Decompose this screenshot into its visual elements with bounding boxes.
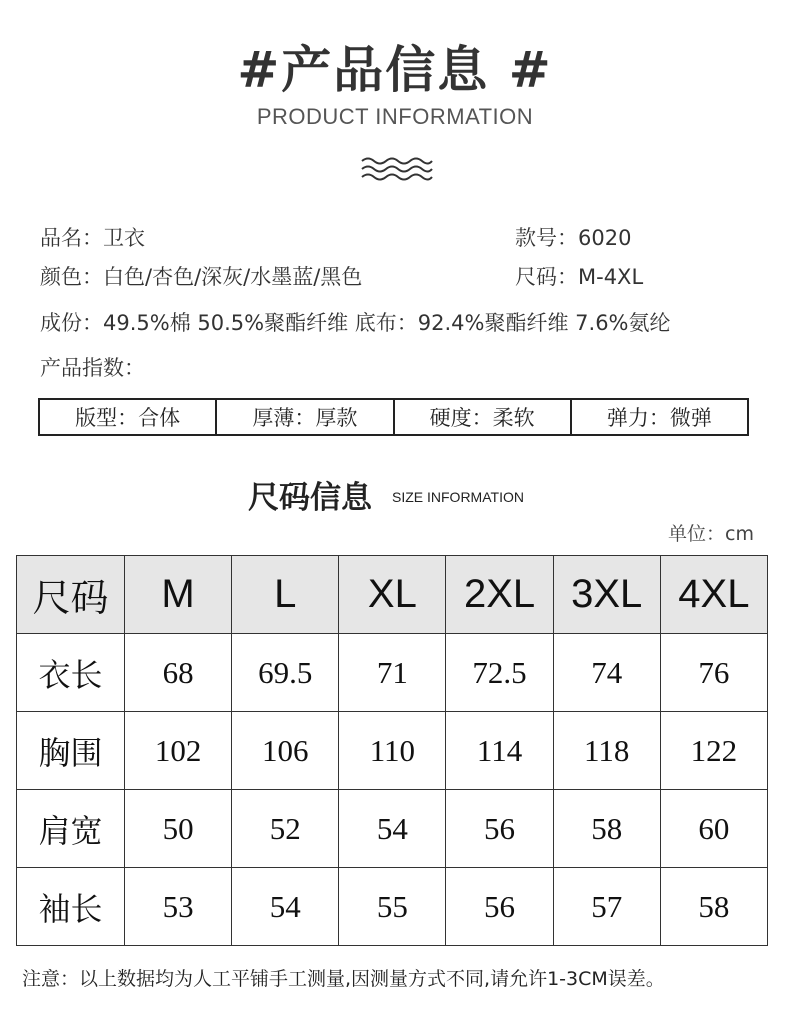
info-style-no-value: 6020 [578, 226, 632, 250]
table-cell: 106 [232, 712, 339, 790]
table-cell: 56 [446, 790, 553, 868]
info-color-value: 白色/杏色/深灰/水墨蓝/黑色 [103, 265, 363, 289]
info-style-no-label: 款号： [515, 226, 578, 250]
table-cell: 110 [339, 712, 446, 790]
attr-thickness: 厚薄：厚款 [217, 400, 394, 434]
table-cell: 50 [125, 790, 232, 868]
size-header-cell: 4XL [660, 556, 767, 634]
table-cell: 58 [660, 868, 767, 946]
table-cell: 52 [232, 790, 339, 868]
info-color [40, 261, 362, 291]
size-header-cell: 2XL [446, 556, 553, 634]
table-cell: 55 [339, 868, 446, 946]
row-label-cell: 胸围 [17, 712, 125, 790]
table-cell: 118 [553, 712, 660, 790]
table-cell: 102 [125, 712, 232, 790]
table-row [17, 712, 768, 790]
row-label-cell: 袖长 [17, 868, 125, 946]
table-cell: 53 [125, 868, 232, 946]
info-size-label: 尺码： [515, 265, 578, 289]
table-row [17, 868, 768, 946]
info-name-label: 品名： [40, 226, 103, 250]
table-cell: 72.5 [446, 634, 553, 712]
table-cell: 122 [660, 712, 767, 790]
table-cell: 69.5 [232, 634, 339, 712]
info-name-value: 卫衣 [103, 226, 145, 250]
table-cell: 68 [125, 634, 232, 712]
wave-divider-icon [360, 156, 434, 182]
attr-elasticity: 弹力：微弹 [606, 406, 712, 430]
info-composition-value: 49.5%棉 50.5%聚酯纤维 底布：92.4%聚酯纤维 7.6%氨纶 [103, 311, 671, 335]
table-row [17, 790, 768, 868]
info-color-label: 颜色： [40, 265, 103, 289]
info-size-value: M-4XL [578, 265, 644, 289]
table-cell: 76 [660, 634, 767, 712]
table-cell: 60 [660, 790, 767, 868]
attr-softness: 硬度：柔软 [395, 400, 572, 434]
table-cell: 57 [553, 868, 660, 946]
info-style-no [515, 222, 631, 252]
page-subtitle: PRODUCT INFORMATION [256, 104, 534, 129]
table-cell: 114 [446, 712, 553, 790]
size-header-cell: L [232, 556, 339, 634]
info-index-label: 产品指数： [40, 356, 145, 380]
size-header-cell: 尺码 [17, 556, 125, 634]
size-header-cell: XL [339, 556, 446, 634]
unit-label: 单位：cm [668, 523, 754, 545]
table-cell: 56 [446, 868, 553, 946]
table-cell: 54 [232, 868, 339, 946]
table-cell: 54 [339, 790, 446, 868]
table-cell: 74 [553, 634, 660, 712]
row-label-cell: 肩宽 [17, 790, 125, 868]
product-index-table [38, 398, 749, 436]
attr-fit: 版型：合体 [40, 400, 217, 434]
size-header-cell: 3XL [553, 556, 660, 634]
table-row [17, 634, 768, 712]
size-section-title: 尺码信息 [248, 480, 372, 516]
measurement-note: 注意：以上数据均为人工平铺手工测量,因测量方式不同,请允许1-3CM误差。 [22, 968, 665, 990]
size-header-cell: M [125, 556, 232, 634]
info-size [515, 261, 643, 291]
info-name [40, 222, 145, 252]
size-section-subtitle: SIZE INFORMATION [392, 489, 524, 505]
size-table [16, 555, 768, 946]
info-composition-label: 成份： [40, 311, 103, 335]
table-cell: 71 [339, 634, 446, 712]
size-table-header [17, 556, 768, 634]
page-title: #产品信息 # [237, 41, 553, 99]
table-cell: 58 [553, 790, 660, 868]
info-composition [40, 307, 671, 337]
row-label-cell: 衣长 [17, 634, 125, 712]
